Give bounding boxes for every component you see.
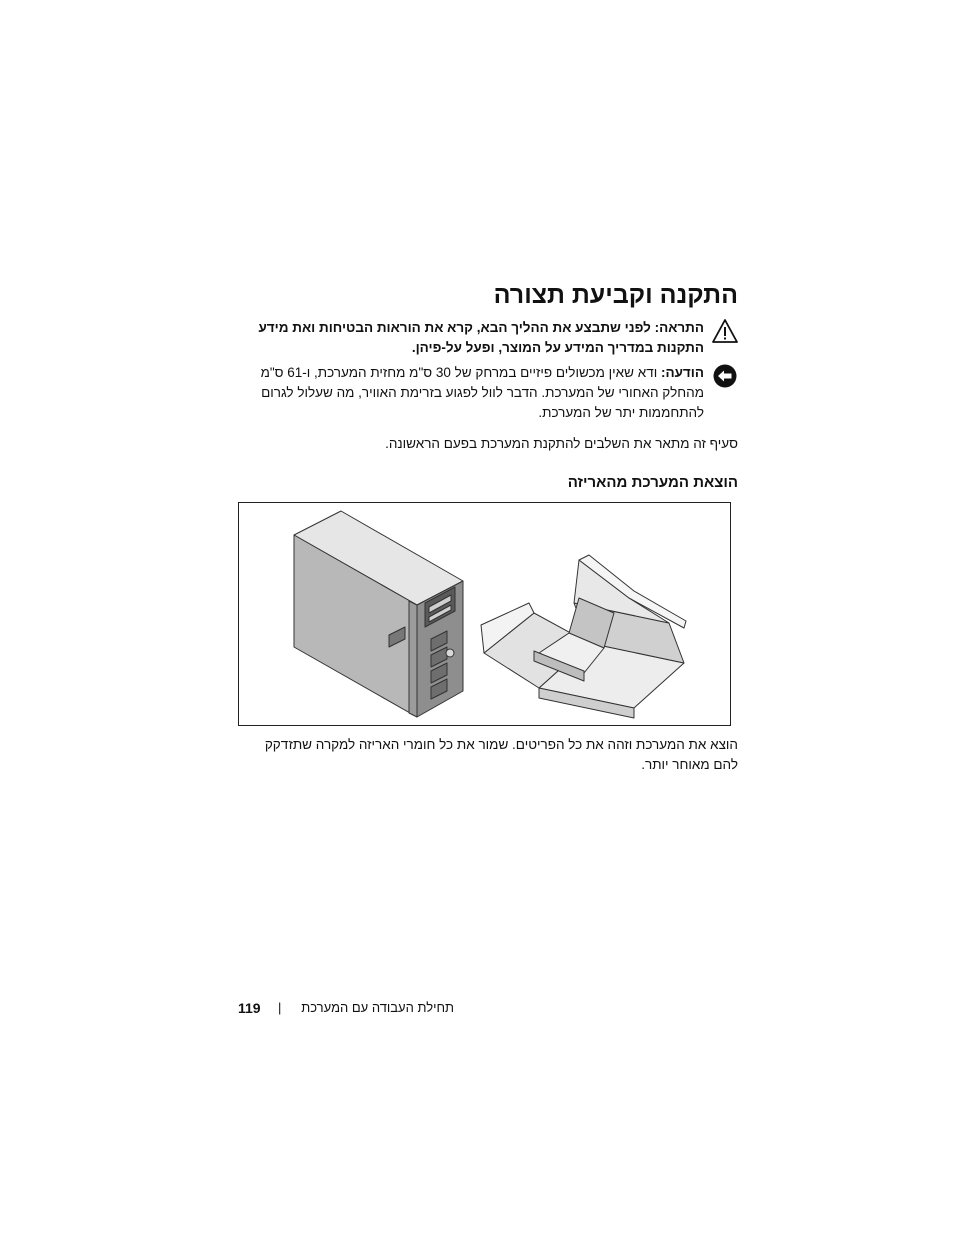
note-label: הודעה:	[660, 365, 704, 380]
caution-label: התראה:	[654, 320, 704, 335]
server-tower	[294, 511, 463, 717]
warning-triangle-icon	[712, 318, 738, 344]
intro-paragraph: סעיף זה מתאר את השלבים להתקנת המערכת בפעם הראשונה.	[385, 436, 738, 451]
shipping-box	[481, 555, 686, 718]
notice-arrow-icon	[712, 363, 738, 389]
note-body	[218, 363, 704, 423]
caution-text: לפני שתבצע את ההליך הבא, קרא את הוראות הבטיחות ואת מידע התקנות במדריך המידע על המוצר, ופעל על-פיהן.	[258, 320, 704, 355]
caution-body	[218, 318, 704, 358]
page-number: 119	[238, 1000, 261, 1016]
footer-chapter-title: תחילת העבודה עם המערכת	[301, 1000, 454, 1015]
figure-caption: הוצא את המערכת וזהה את כל הפריטים. שמור את כל חומרי האריזה למקרה שתזדקק להם מאוחר יותר.	[264, 737, 738, 772]
unpacking-illustration	[239, 503, 730, 725]
unpacking-figure	[238, 502, 731, 726]
section-heading: הוצאת המערכת מהאריזה	[567, 474, 738, 491]
note-text: ודא שאין מכשולים פיזיים במרחק של 30 ס"מ מחזית המערכת, ו-61 ס"מ מהחלק האחורי של המערכת. הדבר לוול לפגוע בזרימת האוויר, מה שעלול לגרום להתחממות יתר של המערכת.	[260, 365, 704, 420]
note-notice	[218, 363, 738, 423]
page-title: התקנה וקביעת תצורה	[493, 281, 738, 309]
caution-notice	[218, 318, 738, 358]
page-footer	[230, 1000, 490, 1020]
footer-separator: |	[278, 1000, 282, 1015]
